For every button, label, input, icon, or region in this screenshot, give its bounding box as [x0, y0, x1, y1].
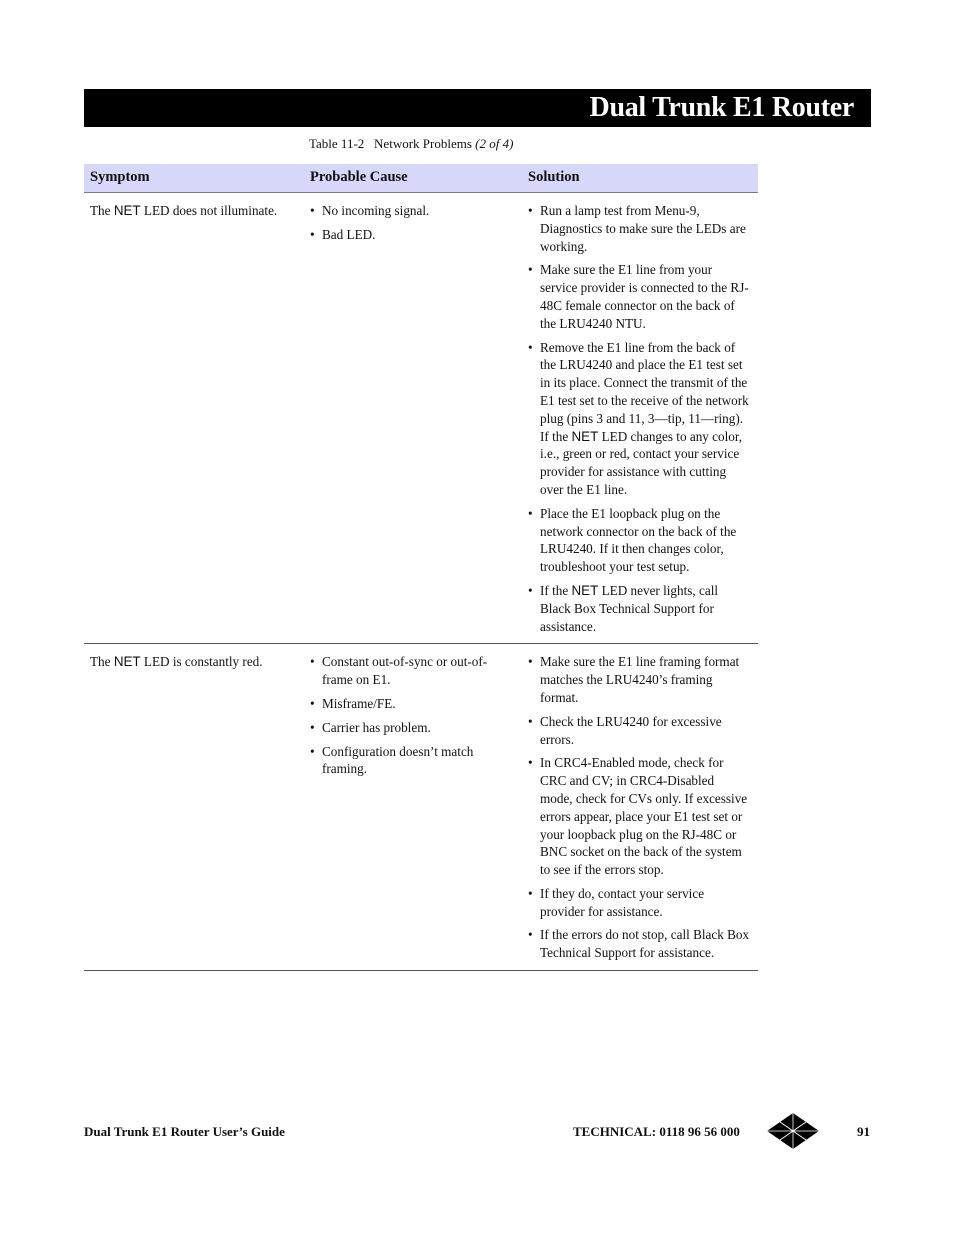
solution-cell	[522, 193, 758, 644]
page-title: Dual Trunk E1 Router	[589, 92, 854, 123]
net-led-label: NET	[113, 654, 141, 670]
solution-item: • If the errors do not stop, call Black Box Technical Support for assistance.	[528, 926, 750, 962]
footer-technical-phone: TECHNICAL: 0118 96 56 000	[573, 1124, 740, 1139]
table-row	[84, 644, 758, 971]
solution-item: • If they do, contact your service provider for assistance.	[528, 885, 750, 921]
symptom-text: LED is constantly red.	[140, 654, 263, 670]
solution-text: LED never lights, call Black Box Technical Support for assistance.	[540, 582, 719, 634]
page-number: 91	[857, 1124, 870, 1139]
cause-item: • Misframe/FE.	[310, 695, 516, 713]
cause-cell	[304, 644, 522, 971]
solution-text: LED changes to any color, i.e., green or red, contact your service provider for assistance with cutting over the E1 line.	[540, 428, 743, 497]
cause-item: • No incoming signal.	[310, 202, 516, 220]
cause-item: • Configuration doesn’t match framing.	[310, 743, 516, 779]
table-caption-part: (2 of 4)	[475, 136, 514, 151]
symptom-text: LED does not illuminate.	[140, 203, 278, 218]
solution-item: • Run a lamp test from Menu-9, Diagnostics to make sure the LEDs are working.	[528, 202, 750, 255]
solution-item: • Place the E1 loopback plug on the network connector on the back of the LRU4240. If it then changes color, troubleshoot your test setup.	[528, 505, 750, 576]
cause-item: • Bad LED.	[310, 226, 516, 244]
symptom-text: The	[90, 654, 114, 670]
net-led-label: NET	[113, 203, 141, 218]
solution-list	[528, 202, 750, 635]
header-bar	[84, 89, 871, 127]
column-header-probable-cause: Probable Cause	[304, 164, 522, 193]
table-caption-title: Network Problems	[374, 136, 472, 151]
solution-text: If the	[540, 582, 572, 598]
solution-item: • In CRC4-Enabled mode, check for CRC and CV; in CRC4-Disabled mode, check for CVs only. If excessive errors appear, place your E1 test set or your loopback plug on the RJ-48C or BNC socket on the back of the system to see if the errors stop.	[528, 754, 750, 879]
solution-item	[528, 339, 750, 499]
network-problems-table	[84, 164, 758, 971]
net-led-label: NET	[571, 582, 599, 598]
table-caption-label: Table 11-2	[309, 136, 365, 151]
table-row	[84, 193, 758, 644]
symptom-text: The	[90, 203, 114, 218]
cause-list	[310, 653, 516, 778]
cause-item: • Constant out-of-sync or out-of-frame on E1.	[310, 653, 516, 689]
solution-text: Remove the E1 line from the back of the LRU4240 and place the E1 test set in its place. Connect the transmit of the E1 test set to the receive of the network plug (pins 3 and 11, 3—tip, 11—ring). If the	[540, 339, 749, 444]
symptom-cell	[84, 193, 304, 644]
solution-item: • Check the LRU4240 for excessive errors.	[528, 713, 750, 749]
footer-guide-title: Dual Trunk E1 Router User’s Guide	[84, 1124, 285, 1139]
solution-item: • Make sure the E1 line framing format matches the LRU4240’s framing format.	[528, 653, 750, 706]
solution-list	[528, 653, 750, 962]
table-header-row	[84, 164, 758, 193]
net-led-label: NET	[571, 428, 599, 444]
cause-item: • Carrier has problem.	[310, 719, 516, 737]
column-header-solution: Solution	[522, 164, 758, 193]
solution-cell	[522, 644, 758, 971]
cause-cell	[304, 193, 522, 644]
solution-item	[528, 582, 750, 635]
solution-item: • Make sure the E1 line from your service provider is connected to the RJ-48C female connector on the back of the LRU4240 NTU.	[528, 261, 750, 332]
table-caption	[309, 136, 513, 152]
cause-list	[310, 202, 516, 244]
column-header-symptom: Symptom	[84, 164, 304, 193]
symptom-cell	[84, 644, 304, 971]
black-box-diamond-logo-icon	[766, 1112, 820, 1150]
